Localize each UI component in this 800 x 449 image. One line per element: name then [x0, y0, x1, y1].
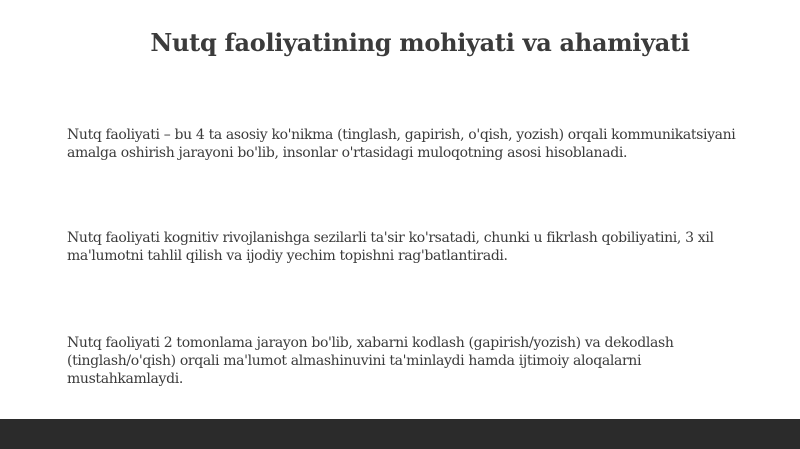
slide-title: Nutq faoliyatining mohiyati va ahamiyati	[150, 28, 690, 57]
paragraph-two-way-process: Nutq faoliyati 2 tomonlama jarayon bo'lib, xabarni kodlash (gapirish/yozish) va dekodlash (tinglash/o'qish) orqali ma'lumot almashinuvini ta'minlaydi hamda ijtimoiy aloqalarni mustahkamlaydi.	[67, 335, 674, 387]
paragraph-cognitive-development: Nutq faoliyati kognitiv rivojlanishga sezilarli ta'sir ko'rsatadi, chunki u fikrlash qobiliyatini, 3 xil ma'lumotni tahlil qilish va ijodiy yechim topishni rag'batlantiradi.	[67, 230, 714, 264]
paragraph-speech-activity-definition: Nutq faoliyati – bu 4 ta asosiy ko'nikma (tinglash, gapirish, o'qish, yozish) orqali kommunikatsiyani amalga oshirish jarayoni bo'lib, insonlar o'rtasidagi muloqotning asosi hisoblanadi.	[67, 127, 736, 161]
bottom-bar	[0, 419, 800, 449]
